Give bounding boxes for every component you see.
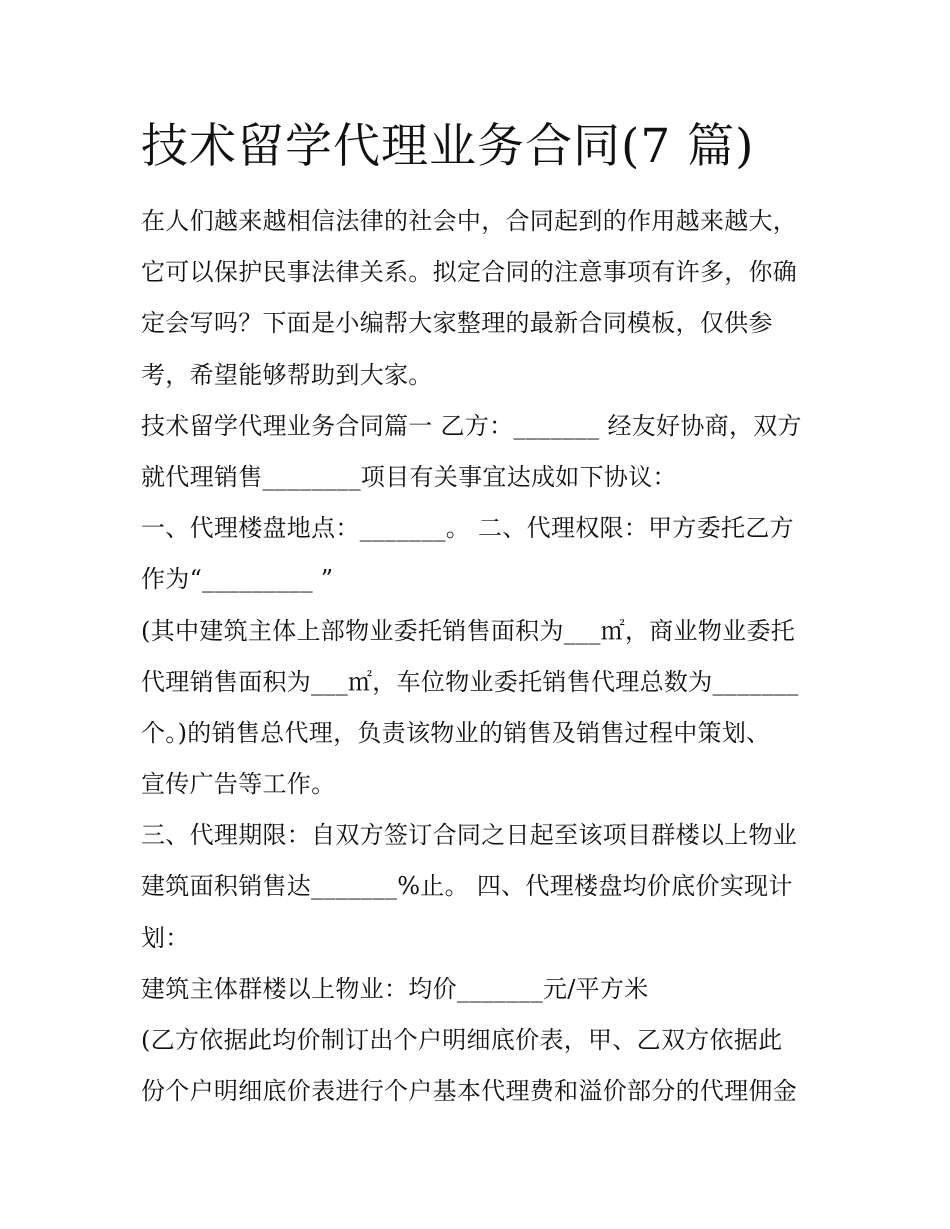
body-line: 技术留学代理业务合同篇一 乙方：_______ 经友好协商，双方	[141, 411, 802, 440]
body-line: 建筑面积销售达_______%止。 四、代理楼盘均价底价实现计	[141, 872, 793, 901]
body-line: 代理销售面积为___㎡，车位物业委托销售代理总数为_______	[141, 667, 799, 696]
document-title: 技术留学代理业务合同(7 篇)	[141, 119, 755, 174]
body-line: 三、代理期限：自双方签订合同之日起至该项目群楼以上物业	[141, 821, 798, 850]
body-line: (乙方依据此均价制订出个户明细底价表，甲、乙双方依据此	[141, 1026, 783, 1054]
body-line: 作为“_________ ”	[141, 565, 334, 594]
body-line: 个。)的销售总代理，负责该物业的销售及销售过程中策划、	[141, 718, 771, 747]
body-line: 就代理销售________项目有关事宜达成如下协议：	[141, 462, 677, 491]
body-line: 一、代理楼盘地点：_______。 二、代理权限：甲方委托乙方	[141, 514, 794, 543]
body-line: 划：	[141, 923, 190, 952]
body-line: 定会写吗？下面是小编帮大家整理的最新合同模板，仅供参	[141, 309, 773, 338]
body-line: 在人们越来越相信法律的社会中，合同起到的作用越来越大，	[141, 207, 798, 235]
body-line: 份个户明细底价表进行个户基本代理费和溢价部分的代理佣金	[141, 1077, 798, 1106]
body-line: 建筑主体群楼以上物业：均价_______元/平方米	[141, 974, 649, 1003]
body-line: 考，希望能够帮助到大家。	[141, 360, 433, 389]
body-line: 宣传广告等工作。	[141, 770, 336, 799]
body-line: (其中建筑主体上部物业委托销售面积为___㎡，商业物业委托	[141, 616, 796, 645]
body-line: 它可以保护民事法律关系。拟定合同的注意事项有许多，你确	[141, 258, 798, 287]
document-body	[141, 196, 821, 1117]
